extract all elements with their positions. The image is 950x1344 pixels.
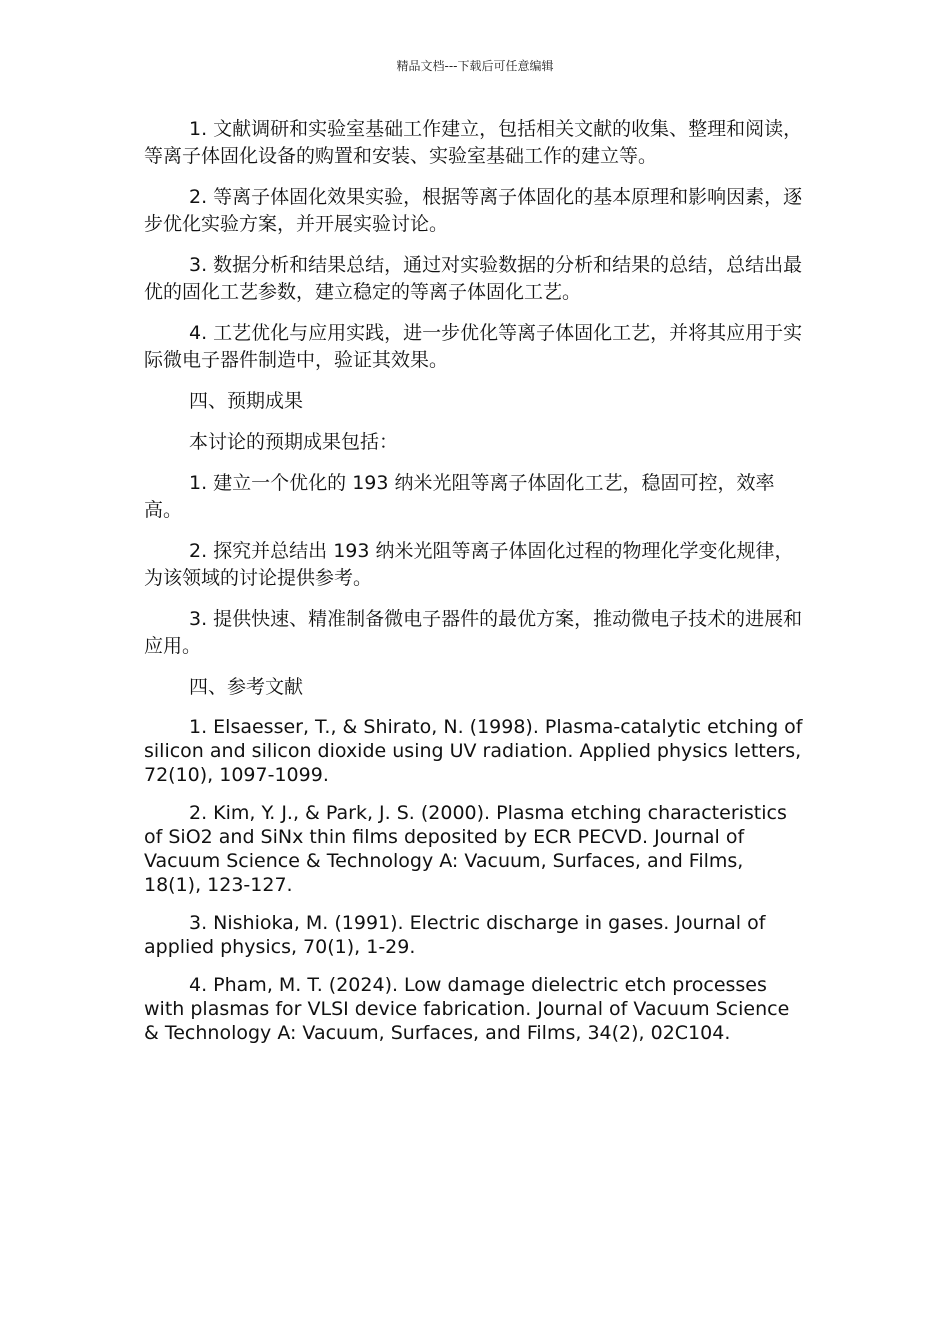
references-heading: 四、参考文献 (189, 676, 304, 698)
work-item: 4. 工艺优化与应用实践，进一步优化等离子体固化工艺，并将其应用于实际微电子器件制造中，验证其效果。 (144, 322, 803, 371)
expected-results-intro: 本讨论的预期成果包括： (189, 431, 399, 453)
work-item: 2. 等离子体固化效果实验，根据等离子体固化的基本原理和影响因素，逐步优化实验方案，并开展实验讨论。 (144, 186, 803, 235)
expected-result-item: 1. 建立一个优化的 193 纳米光阻等离子体固化工艺，稳固可控，效率高。 (144, 472, 775, 521)
document-body (144, 116, 806, 1059)
reference-item: 4. Pham, M. T. (2024). Low damage dielectric etch processes with plasmas for VLSI device fabrication. Journal of Vacuum Science & Technology A: Vacuum, Surfaces, and Films, 34(2), 02C104. (144, 974, 790, 1044)
reference-item: 1. Elsaesser, T., & Shirato, N. (1998). Plasma-catalytic etching of silicon and silicon dioxide using UV radiation. Applied physics letters, 72(10), 1097-1099. (144, 716, 803, 786)
reference-item: 2. Kim, Y. J., & Park, J. S. (2000). Plasma etching characteristics of SiO2 and SiNx thin films deposited by ECR PECVD. Journal of Vacuum Science & Technology A: Vacuum, Surfaces, and Films, 18(1), 123-127. (144, 802, 787, 896)
page-header: 精品文档---下载后可任意编辑 (396, 59, 554, 73)
expected-result-item: 2. 探究并总结出 193 纳米光阻等离子体固化过程的物理化学变化规律，为该领域的讨论提供参考。 (144, 540, 794, 589)
work-item: 1. 文献调研和实验室基础工作建立，包括相关文献的收集、整理和阅读，等离子体固化设备的购置和安装、实验室基础工作的建立等。 (144, 118, 803, 167)
expected-results-heading: 四、预期成果 (189, 390, 304, 412)
work-item: 3. 数据分析和结果总结，通过对实验数据的分析和结果的总结，总结出最优的固化工艺参数，建立稳定的等离子体固化工艺。 (144, 254, 803, 303)
reference-item: 3. Nishioka, M. (1991). Electric discharge in gases. Journal of applied physics, 70(1), 1-29. (144, 912, 766, 958)
expected-result-item: 3. 提供快速、精准制备微电子器件的最优方案，推动微电子技术的进展和应用。 (144, 608, 803, 657)
